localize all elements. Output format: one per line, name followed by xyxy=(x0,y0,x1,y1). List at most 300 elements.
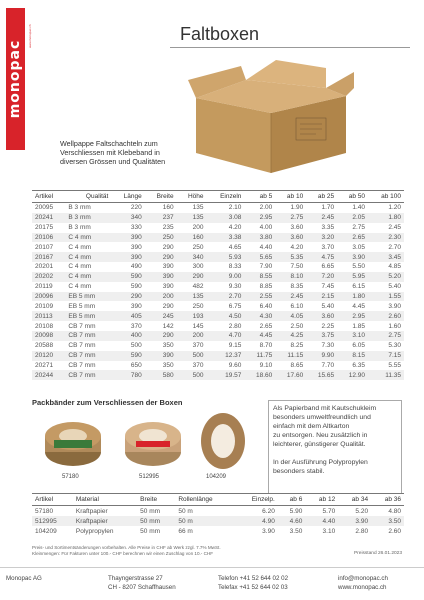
note-spacer xyxy=(273,449,397,458)
table-cell: 3.60 xyxy=(306,311,337,321)
footer-email[interactable]: info@monopac.ch xyxy=(338,575,388,582)
col-header: ab 50 xyxy=(337,191,368,203)
table-cell: 350 xyxy=(162,342,174,350)
table-cell: 250 xyxy=(192,302,204,310)
intro-text xyxy=(60,139,200,167)
page-title: Faltboxen xyxy=(180,24,260,44)
col-header: Höhe xyxy=(177,191,207,203)
table-cell: 8.25 xyxy=(290,342,304,350)
table-header-row xyxy=(32,494,404,506)
table-row xyxy=(32,233,404,243)
table-cell: 400 xyxy=(111,331,144,341)
tape-label: 104209 xyxy=(206,474,227,480)
table-cell: 390 xyxy=(145,272,177,282)
table-cell: 390 xyxy=(162,283,174,291)
table-cell: 12.90 xyxy=(337,370,368,380)
table-cell: 405 xyxy=(111,311,144,321)
table-cell: 12.37 xyxy=(206,351,244,361)
table-cell: 18.60 xyxy=(244,370,275,380)
table-cell: C 4 mm xyxy=(65,252,111,262)
brand-url: www.monopac.ch xyxy=(28,24,32,48)
note-line: besonders umweltfreundlich und xyxy=(273,414,371,421)
table-row xyxy=(32,213,404,223)
table-cell: 1.40 xyxy=(352,204,366,212)
table-cell: 5.95 xyxy=(337,272,368,282)
cardboard-box-illustration xyxy=(186,58,356,178)
table-cell: 11.15 xyxy=(275,351,306,361)
note-line: Als Papierband mit Kautschukleim xyxy=(273,405,377,412)
table-cell: 2.75 xyxy=(368,331,404,341)
table-cell: 6.15 xyxy=(352,283,366,291)
table-row xyxy=(32,331,404,341)
col-header: Qualität xyxy=(65,191,111,203)
table-cell: 390 xyxy=(162,263,174,271)
table-row xyxy=(32,341,404,351)
table-cell: 7.50 xyxy=(290,263,304,271)
table-cell: EB 5 mm xyxy=(65,311,111,321)
table-cell: 290 xyxy=(162,243,174,251)
col-header: Breite xyxy=(137,494,175,506)
table-cell: 512995 xyxy=(32,516,73,526)
table-cell: 135 xyxy=(192,204,204,212)
table-cell: 3.60 xyxy=(275,233,306,243)
tape-info-note xyxy=(268,400,402,494)
table-cell: 780 xyxy=(111,370,144,380)
table-cell: 650 xyxy=(130,361,142,369)
table-cell: 8.55 xyxy=(244,272,275,282)
table-cell: 5.70 xyxy=(322,507,336,515)
table-cell: 2.70 xyxy=(388,243,401,251)
tape-label: 512995 xyxy=(139,474,160,480)
table-cell: 20167 xyxy=(32,252,65,262)
table-cell: 290 xyxy=(177,272,207,282)
table-cell: 330 xyxy=(130,224,142,232)
table-cell: 490 xyxy=(130,263,142,271)
table-cell: 580 xyxy=(145,370,177,380)
table-cell: 5.65 xyxy=(244,252,275,262)
table-row xyxy=(32,292,404,302)
table-cell: EB 5 mm xyxy=(65,292,111,302)
table-cell: 8.35 xyxy=(290,283,304,291)
table-cell: 2.60 xyxy=(368,311,404,321)
note-line: leichterer, günstigerer Qualität. xyxy=(273,441,366,448)
table-header-row xyxy=(32,191,404,203)
table-cell: 142 xyxy=(162,322,174,330)
table-cell: 4.50 xyxy=(206,311,244,321)
table-cell: 3.08 xyxy=(206,213,244,223)
table-cell: 1.20 xyxy=(388,204,401,212)
table-cell: 590 xyxy=(111,351,144,361)
table-cell: 3.90 xyxy=(337,252,368,262)
table-cell: 390 xyxy=(130,243,142,251)
table-cell: 8.70 xyxy=(259,342,273,350)
table-cell: 3.50 xyxy=(371,516,404,526)
table-row xyxy=(32,361,404,371)
table-row xyxy=(32,321,404,331)
table-row xyxy=(32,203,404,213)
table-cell: 1.90 xyxy=(290,204,304,212)
table-cell: CB 7 mm xyxy=(65,331,111,341)
table-cell: 66 m xyxy=(178,527,193,535)
footer-city: CH - 8207 Schaffhausen xyxy=(108,584,176,591)
table-cell: 20106 xyxy=(32,233,65,243)
table-cell: 2.80 xyxy=(355,527,369,535)
table-cell: 4.20 xyxy=(228,224,242,232)
table-cell: 57180 xyxy=(35,507,54,515)
table-cell: 5.40 xyxy=(321,302,335,310)
table-cell: 9.15 xyxy=(228,342,242,350)
table-cell: 4.80 xyxy=(388,507,401,515)
table-cell: 20119 xyxy=(35,283,53,291)
table-cell: 500 xyxy=(177,370,207,380)
table-cell: 3.80 xyxy=(244,233,275,243)
table-cell: 5.50 xyxy=(352,263,366,271)
table-cell: 2.60 xyxy=(388,527,401,535)
table-cell: 19.57 xyxy=(206,370,244,380)
table-cell: 370 xyxy=(192,361,204,369)
table-cell: CB 7 mm xyxy=(68,342,96,350)
note-line: besonders stabil. xyxy=(273,468,325,475)
table-cell: C 4 mm xyxy=(68,243,92,251)
table-row xyxy=(32,301,404,311)
col-header: ab 34 xyxy=(338,494,371,506)
table-cell: 7.30 xyxy=(321,342,335,350)
table-cell: C 4 mm xyxy=(65,272,111,282)
table-cell: 1.80 xyxy=(368,213,404,223)
table-row xyxy=(32,506,404,517)
table-cell: 1.70 xyxy=(321,204,335,212)
table-cell: 4.90 xyxy=(235,516,278,526)
note-line: einfach mit dem Altkarton xyxy=(273,423,350,430)
table-cell: 2.45 xyxy=(275,292,306,302)
table-cell: B 3 mm xyxy=(68,224,91,232)
table-cell: 5.40 xyxy=(388,283,401,291)
tape-label: 57180 xyxy=(62,474,79,480)
fine-print xyxy=(32,545,292,557)
table-cell: 20107 xyxy=(35,243,54,251)
table-cell: 5.20 xyxy=(355,507,369,515)
table-cell: 2.65 xyxy=(337,233,368,243)
table-cell: 4.00 xyxy=(259,224,273,232)
table-cell: CB 7 mm xyxy=(68,361,96,369)
footer-phone: Telefon +41 52 644 02 02 xyxy=(218,575,289,582)
table-cell: 11.75 xyxy=(244,351,275,361)
fine-print-line: Kleinmengen: Für Fakturen unter 100.- CHF berechnen wir einen Zuschlag von 10.- CHF xyxy=(32,551,214,556)
table-cell: 2.80 xyxy=(228,322,242,330)
tape-roll-image xyxy=(198,410,248,472)
footer-fax: Telefax +41 52 644 02 03 xyxy=(218,584,288,591)
table-cell: 4.40 xyxy=(305,516,338,526)
table-cell: 20241 xyxy=(32,213,65,223)
col-header: Breite xyxy=(145,191,177,203)
table-cell: 145 xyxy=(192,322,204,330)
brand-logo-text: monopac xyxy=(7,39,23,119)
table-cell: 235 xyxy=(162,224,174,232)
col-header: Artikel xyxy=(32,494,73,506)
table-cell: 7.70 xyxy=(321,361,335,369)
table-cell: 5.55 xyxy=(388,361,401,369)
table-cell: 20201 xyxy=(35,263,54,271)
table-cell: 2.10 xyxy=(228,204,242,212)
table-cell: 3.38 xyxy=(206,233,244,243)
table-cell: 3.60 xyxy=(290,224,304,232)
table-cell: 200 xyxy=(192,224,204,232)
table-cell: 135 xyxy=(177,213,207,223)
footer-company: Monopac AG xyxy=(6,575,42,582)
table-cell: 4.70 xyxy=(206,331,244,341)
table-cell: 9.30 xyxy=(228,283,242,291)
table-cell: 4.60 xyxy=(278,516,306,526)
tape-roll-image xyxy=(122,414,184,476)
table-cell: 290 xyxy=(162,302,174,310)
table-cell: 135 xyxy=(177,292,207,302)
col-header: Rollenlänge xyxy=(175,494,235,506)
table-row xyxy=(32,272,404,282)
table-cell: 20113 xyxy=(32,311,65,321)
table-cell: 237 xyxy=(145,213,177,223)
table-cell: 2.30 xyxy=(368,233,404,243)
table-cell: 3.10 xyxy=(337,331,368,341)
table-cell: 193 xyxy=(177,311,207,321)
footer-address xyxy=(108,574,176,592)
col-header: ab 10 xyxy=(275,191,306,203)
note-line: zu entsorgen. Neu zusätzlich in xyxy=(273,432,368,439)
table-cell: CB 7 mm xyxy=(68,322,96,330)
table-cell: 7.90 xyxy=(259,263,273,271)
table-cell: 2.15 xyxy=(306,292,337,302)
table-cell: 390 xyxy=(145,351,177,361)
table-cell: 370 xyxy=(192,342,204,350)
table-cell: 340 xyxy=(177,252,207,262)
table-cell: C 4 mm xyxy=(68,263,92,271)
table-cell: CB 7 mm xyxy=(65,370,111,380)
table-row xyxy=(32,262,404,272)
box-table-body xyxy=(32,203,404,381)
table-cell: 1.85 xyxy=(352,322,366,330)
table-cell: 8.10 xyxy=(275,272,306,282)
table-cell: 340 xyxy=(111,213,144,223)
footer-divider xyxy=(0,567,424,568)
table-cell: C 4 mm xyxy=(68,283,92,291)
note-line: In der Ausführung Polypropylen xyxy=(273,459,368,466)
table-cell: 3.20 xyxy=(306,233,337,243)
table-cell: 2.00 xyxy=(259,204,273,212)
intro-line: Wellpappe Faltschachteln zum xyxy=(60,139,158,148)
table-cell: 20109 xyxy=(35,302,54,310)
table-row xyxy=(32,252,404,262)
table-row xyxy=(32,311,404,321)
table-cell: 2.95 xyxy=(244,213,275,223)
table-cell: 250 xyxy=(145,233,177,243)
table-cell: 3.50 xyxy=(289,527,303,535)
table-cell: 7.20 xyxy=(306,272,337,282)
table-cell: 300 xyxy=(192,263,204,271)
table-row xyxy=(32,223,404,233)
table-cell: 9.10 xyxy=(259,361,273,369)
table-cell: 20095 xyxy=(35,204,54,212)
table-cell: 4.30 xyxy=(244,311,275,321)
table-cell: 4.75 xyxy=(306,252,337,262)
col-header: ab 25 xyxy=(306,191,337,203)
table-cell: 6.35 xyxy=(352,361,366,369)
table-cell: EB 5 mm xyxy=(68,302,96,310)
table-cell: 2.95 xyxy=(337,311,368,321)
fine-print-line: Preis- und Sortimentsänderungen vorbehalten. Alle Preise in CHF ab Werk zzgl. 7.7% MwSt. xyxy=(32,545,221,550)
table-cell: 20244 xyxy=(32,370,65,380)
table-cell: 2.25 xyxy=(321,322,335,330)
table-row xyxy=(32,282,404,292)
col-header: ab 6 xyxy=(278,494,306,506)
table-cell: 160 xyxy=(162,204,174,212)
table-cell: 50 mm xyxy=(137,516,175,526)
table-cell: 9.90 xyxy=(306,351,337,361)
table-cell: 8.65 xyxy=(290,361,304,369)
table-cell: 3.35 xyxy=(321,224,335,232)
table-cell: 50 mm xyxy=(140,527,161,535)
table-cell: 6.40 xyxy=(259,302,273,310)
title-divider xyxy=(170,47,410,48)
footer-web[interactable]: www.monopac.ch xyxy=(338,584,387,591)
table-cell: 390 xyxy=(130,302,142,310)
table-cell: 9.00 xyxy=(206,272,244,282)
table-cell: 20120 xyxy=(32,351,65,361)
col-header: Einzeln xyxy=(206,191,244,203)
table-cell: 290 xyxy=(145,331,177,341)
table-cell: 4.20 xyxy=(290,243,304,251)
table-cell: 8.33 xyxy=(228,263,242,271)
table-row xyxy=(32,526,404,536)
table-cell: 50 mm xyxy=(140,507,161,515)
table-cell: 6.65 xyxy=(321,263,335,271)
table-cell: 2.50 xyxy=(290,322,304,330)
table-cell: 500 xyxy=(177,351,207,361)
table-cell: 590 xyxy=(111,272,144,282)
col-header: Länge xyxy=(111,191,144,203)
table-cell: 3.90 xyxy=(262,527,275,535)
table-cell: 3.90 xyxy=(338,516,371,526)
table-cell: 1.80 xyxy=(337,292,368,302)
table-cell: 9.60 xyxy=(228,361,242,369)
table-cell: 3.70 xyxy=(321,243,335,251)
table-cell: 11.35 xyxy=(368,370,404,380)
table-cell: 15.65 xyxy=(306,370,337,380)
table-cell: B 3 mm xyxy=(65,213,111,223)
table-cell: 4.45 xyxy=(244,331,275,341)
table-cell: 6.75 xyxy=(228,302,242,310)
intro-line: Verschliessen mit Klebeband in xyxy=(60,148,160,158)
table-cell: 370 xyxy=(130,322,142,330)
table-cell: 20271 xyxy=(35,361,54,369)
table-cell: 5.20 xyxy=(368,272,404,282)
tape-roll-image xyxy=(42,414,104,476)
table-cell: 5.93 xyxy=(206,252,244,262)
table-cell: 220 xyxy=(130,204,142,212)
col-header: ab 36 xyxy=(371,494,404,506)
table-cell: Polypropylen xyxy=(75,527,114,535)
table-cell: 3.10 xyxy=(322,527,336,535)
table-cell: 2.75 xyxy=(275,213,306,223)
table-cell: 2.55 xyxy=(244,292,275,302)
table-cell: 4.65 xyxy=(228,243,242,251)
table-cell: 3.45 xyxy=(368,252,404,262)
table-cell: 1.55 xyxy=(368,292,404,302)
table-cell: 200 xyxy=(145,292,177,302)
table-cell: CB 7 mm xyxy=(65,351,111,361)
table-cell: Kraftpapier xyxy=(73,516,137,526)
table-cell: 2.70 xyxy=(206,292,244,302)
table-cell: B 3 mm xyxy=(68,204,91,212)
table-cell: 6.20 xyxy=(262,507,275,515)
col-header: ab 100 xyxy=(368,191,404,203)
table-cell: 4.05 xyxy=(275,311,306,321)
table-cell: 3.75 xyxy=(306,331,337,341)
col-header: ab 12 xyxy=(305,494,338,506)
table-cell: 2.65 xyxy=(259,322,273,330)
tape-section-title: Packbänder zum Verschliessen der Boxen xyxy=(32,398,183,407)
col-header: Einzelp. xyxy=(235,494,278,506)
table-cell: 4.25 xyxy=(275,331,306,341)
table-cell: 390 xyxy=(111,233,144,243)
table-cell: 350 xyxy=(162,361,174,369)
footer-street: Thayngerstrasse 27 xyxy=(108,575,163,582)
table-cell: 200 xyxy=(177,331,207,341)
table-cell: 2.75 xyxy=(352,224,366,232)
table-cell: 590 xyxy=(130,283,142,291)
table-cell: 6.10 xyxy=(290,302,304,310)
table-cell: 50 m xyxy=(175,516,235,526)
table-cell: 482 xyxy=(192,283,204,291)
table-cell: 290 xyxy=(111,292,144,302)
table-cell: 7.15 xyxy=(368,351,404,361)
table-cell: 17.60 xyxy=(275,370,306,380)
table-cell: Kraftpapier xyxy=(75,507,108,515)
table-cell: C 4 mm xyxy=(65,233,111,243)
table-cell: 50 m xyxy=(178,507,193,515)
table-cell: 3.05 xyxy=(352,243,366,251)
table-cell: 7.45 xyxy=(321,283,335,291)
table-cell: 5.30 xyxy=(388,342,401,350)
table-cell: 20175 xyxy=(35,224,54,232)
table-cell: 290 xyxy=(145,252,177,262)
table-cell: 20098 xyxy=(32,331,65,341)
intro-line: diversen Grössen und Qualitäten xyxy=(60,157,166,167)
table-cell: 2.45 xyxy=(388,224,401,232)
table-cell: 6.05 xyxy=(352,342,366,350)
col-header: ab 5 xyxy=(244,191,275,203)
table-cell: 5.90 xyxy=(289,507,303,515)
price-date: Preisstand 26.01.2023 xyxy=(353,551,402,556)
table-cell: 20108 xyxy=(35,322,54,330)
table-cell: 4.45 xyxy=(352,302,366,310)
tape-table-body xyxy=(32,506,404,537)
table-cell: 160 xyxy=(177,233,207,243)
table-cell: 104209 xyxy=(35,527,57,535)
table-row xyxy=(32,242,404,252)
box-price-table xyxy=(32,190,404,380)
table-cell: 390 xyxy=(111,252,144,262)
table-cell: 245 xyxy=(145,311,177,321)
table-row xyxy=(32,516,404,526)
table-cell: 20588 xyxy=(35,342,54,350)
table-cell: 5.35 xyxy=(275,252,306,262)
col-header: Artikel xyxy=(32,191,65,203)
table-cell: 4.40 xyxy=(259,243,273,251)
table-cell: 2.05 xyxy=(337,213,368,223)
col-header: Material xyxy=(73,494,137,506)
table-cell: 1.60 xyxy=(388,322,401,330)
table-cell: 2.45 xyxy=(306,213,337,223)
table-cell: 20096 xyxy=(32,292,65,302)
